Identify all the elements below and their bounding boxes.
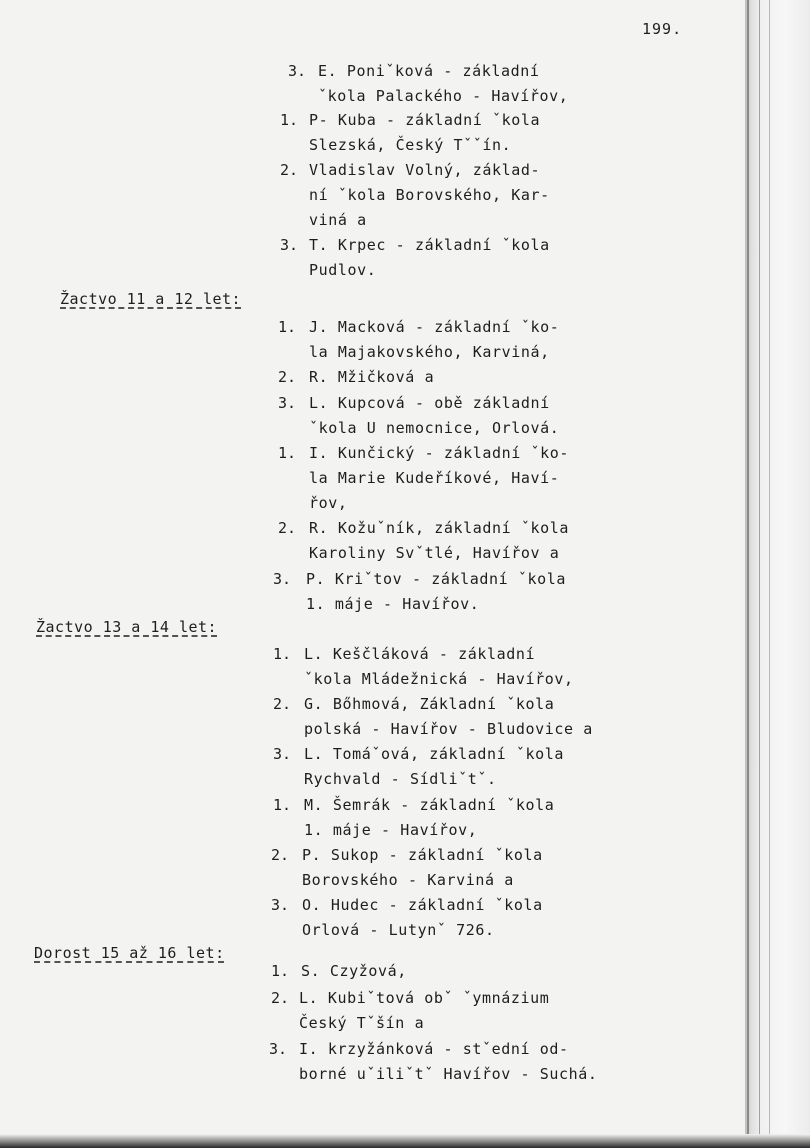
entry-line: ˇkola U nemocnice, Orlová. xyxy=(309,419,560,437)
entry-number: 1. xyxy=(280,111,299,129)
entry-number: 2. xyxy=(278,519,297,537)
page-number: 199. xyxy=(642,20,683,38)
entry-line: L. Kupcová - obě základní xyxy=(309,394,550,412)
gutter-edge xyxy=(759,0,760,1148)
entry-line: P. Kriˇtov - základní ˇkola xyxy=(306,570,567,588)
entry-line: G. Bőhmová, Základní ˇkola xyxy=(304,695,555,713)
entry-number: 1. xyxy=(271,962,290,980)
entry-line: P- Kuba - základní ˇkola xyxy=(309,111,541,129)
entry-line: Vladislav Volný, základ- xyxy=(309,161,541,179)
entry-line: Český Tˇšín a xyxy=(299,1014,425,1032)
entry-line: ní ˇkola Borovského, Kar- xyxy=(309,186,550,204)
entry-line: la Majakovského, Karviná, xyxy=(309,343,550,361)
entry-line: 1. máje - Havířov. xyxy=(306,595,480,613)
entry-number: 2. xyxy=(271,846,290,864)
entry-number: 1. xyxy=(273,645,292,663)
entry-line: ˇkola Mládežnická - Havířov, xyxy=(304,670,574,688)
entry-line: E. Poniˇková - základní xyxy=(318,62,540,80)
section-heading: Dorost 15 až 16 let: xyxy=(34,944,225,962)
entry-line: la Marie Kudeříkové, Haví- xyxy=(309,469,560,487)
entry-line: Slezská, Český Tˇˇín. xyxy=(309,136,512,154)
entry-line: R. Mžičková a xyxy=(309,368,435,386)
entry-line: M. Šemrák - základní ˇkola xyxy=(304,796,555,814)
entry-line: Rychvald - Sídliˇtˇ. xyxy=(304,770,497,788)
entry-number: 3. xyxy=(269,1040,288,1058)
entry-line: Orlová - Lutynˇ 726. xyxy=(302,921,495,939)
entry-number: 1. xyxy=(278,318,297,336)
entry-number: 2. xyxy=(271,989,290,1007)
entry-number: 3. xyxy=(273,570,292,588)
entry-line: Pudlov. xyxy=(309,261,377,279)
entry-number: 1. xyxy=(278,444,297,462)
entry-line: borné uˇiliˇtˇ Havířov - Suchá. xyxy=(299,1065,598,1083)
entry-line: J. Macková - základní ˇko- xyxy=(309,318,560,336)
gutter-edge xyxy=(747,0,749,1148)
entry-line: Karoliny Svˇtlé, Havířov a xyxy=(309,544,560,562)
entry-line: L. Keščláková - základní xyxy=(304,645,536,663)
entry-line: S. Czyžová, xyxy=(301,962,407,980)
entry-number: 1. xyxy=(273,796,292,814)
entry-line: O. Hudec - základní ˇkola xyxy=(302,896,543,914)
section-heading: Žactvo 11 a 12 let: xyxy=(60,290,242,308)
entry-line: polská - Havířov - Bludovice a xyxy=(304,720,593,738)
entry-line: viná a xyxy=(309,211,367,229)
entry-line: ˇkola Palackého - Havířov, xyxy=(318,87,569,105)
entry-number: 2. xyxy=(273,695,292,713)
entry-line: R. Kožuˇník, základní ˇkola xyxy=(309,519,570,537)
entry-line: 1. máje - Havířov, xyxy=(304,821,478,839)
entry-number: 3. xyxy=(278,394,297,412)
entry-number: 3. xyxy=(288,62,307,80)
entry-number: 2. xyxy=(280,161,299,179)
entry-line: Borovského - Karviná a xyxy=(302,871,514,889)
entry-line: P. Sukop - základní ˇkola xyxy=(302,846,543,864)
entry-number: 3. xyxy=(280,236,299,254)
page-gutter xyxy=(745,0,810,1148)
entry-line: I. Kunčický - základní ˇko- xyxy=(309,444,570,462)
section-heading: Žactvo 13 a 14 let: xyxy=(36,618,218,636)
entry-number: 3. xyxy=(271,896,290,914)
entry-line: L. Tomáˇová, základní ˇkola xyxy=(304,745,565,763)
gutter-edge xyxy=(769,0,770,1148)
entry-number: 3. xyxy=(273,745,292,763)
entry-line: řov, xyxy=(309,494,348,512)
scan-bottom-edge xyxy=(0,1134,810,1148)
entry-line: I. krzyžánková - stˇední od- xyxy=(299,1040,569,1058)
entry-line: L. Kubiˇtová obˇ ˇymnázium xyxy=(299,989,550,1007)
entry-line: T. Krpec - základní ˇkola xyxy=(309,236,550,254)
entry-number: 2. xyxy=(278,368,297,386)
